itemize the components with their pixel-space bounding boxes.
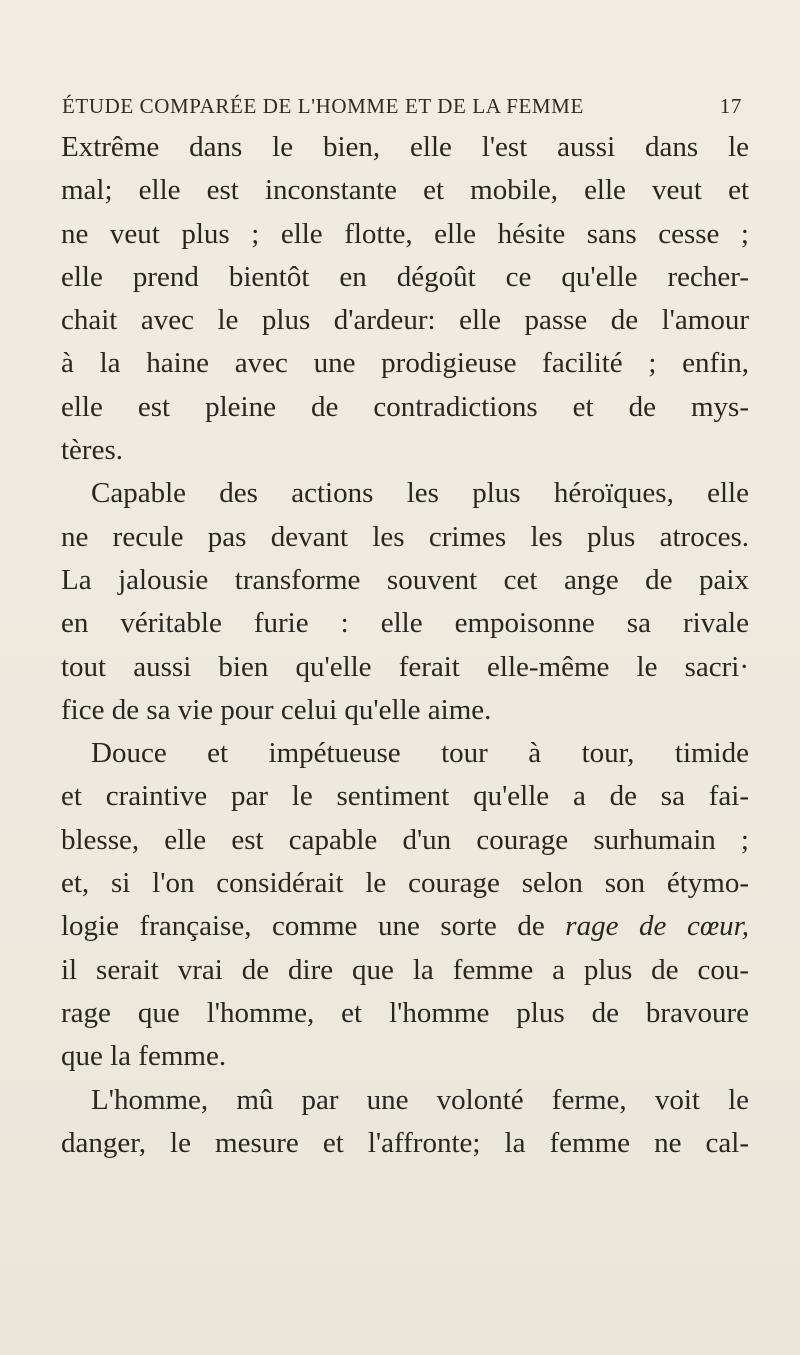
text-line: ne veut plus ; elle flotte, elle hésite sans cesse ; [61, 217, 749, 250]
text-line: blesse, elle est capable d'un courage surhumain ; [61, 823, 749, 856]
text-line: tout aussi bien qu'elle ferait elle-même le sacri· [61, 650, 749, 683]
text-line-with-italic [61, 905, 749, 948]
page-number: 17 [719, 94, 742, 118]
text-line: Extrême dans le bien, elle l'est aussi dans le [61, 131, 749, 163]
text-line: et craintive par le sentiment qu'elle a de sa fai- [61, 780, 749, 813]
text-line: il serait vrai de dire que la femme a plus de cou- [61, 953, 749, 986]
running-head [62, 94, 742, 124]
text-line: chait avec le plus d'ardeur: elle passe de l'amour [61, 304, 749, 337]
text-line: Douce et impétueuse tour à tour, timide [91, 737, 749, 770]
text-line: à la haine avec une prodigieuse facilité ; enfin, [61, 347, 749, 380]
text-line: tères. [61, 434, 123, 467]
text-line: et, si l'on considérait le courage selon son étymo- [61, 867, 749, 900]
text-line: en véritable furie : elle empoisonne sa rivale [61, 607, 749, 640]
body-text [61, 126, 749, 1165]
text-segment: logie française, comme une sorte de [61, 910, 545, 943]
text-line: Capable des actions les plus héroïques, elle [91, 477, 749, 510]
text-line: L'homme, mû par une volonté ferme, voit le [91, 1083, 749, 1116]
text-line: que la femme. [61, 1040, 227, 1073]
text-line: fice de sa vie pour celui qu'elle aime. [61, 693, 492, 726]
text-line: La jalousie transforme souvent cet ange de paix [61, 563, 749, 596]
running-title: ÉTUDE COMPARÉE DE L'HOMME ET DE LA FEMME [62, 94, 584, 118]
text-line: ne recule pas devant les crimes les plus atroces. [61, 520, 749, 553]
text-line: mal; elle est inconstante et mobile, elle veut et [61, 174, 749, 207]
text-line: rage que l'homme, et l'homme plus de bravoure [61, 996, 749, 1029]
italic-phrase: rage de cœur, [565, 910, 749, 943]
text-line: danger, le mesure et l'affronte; la femme ne cal- [61, 1126, 749, 1159]
text-line: elle prend bientôt en dégoût ce qu'elle recher- [61, 260, 749, 293]
text-line: elle est pleine de contradictions et de mys- [61, 390, 749, 423]
